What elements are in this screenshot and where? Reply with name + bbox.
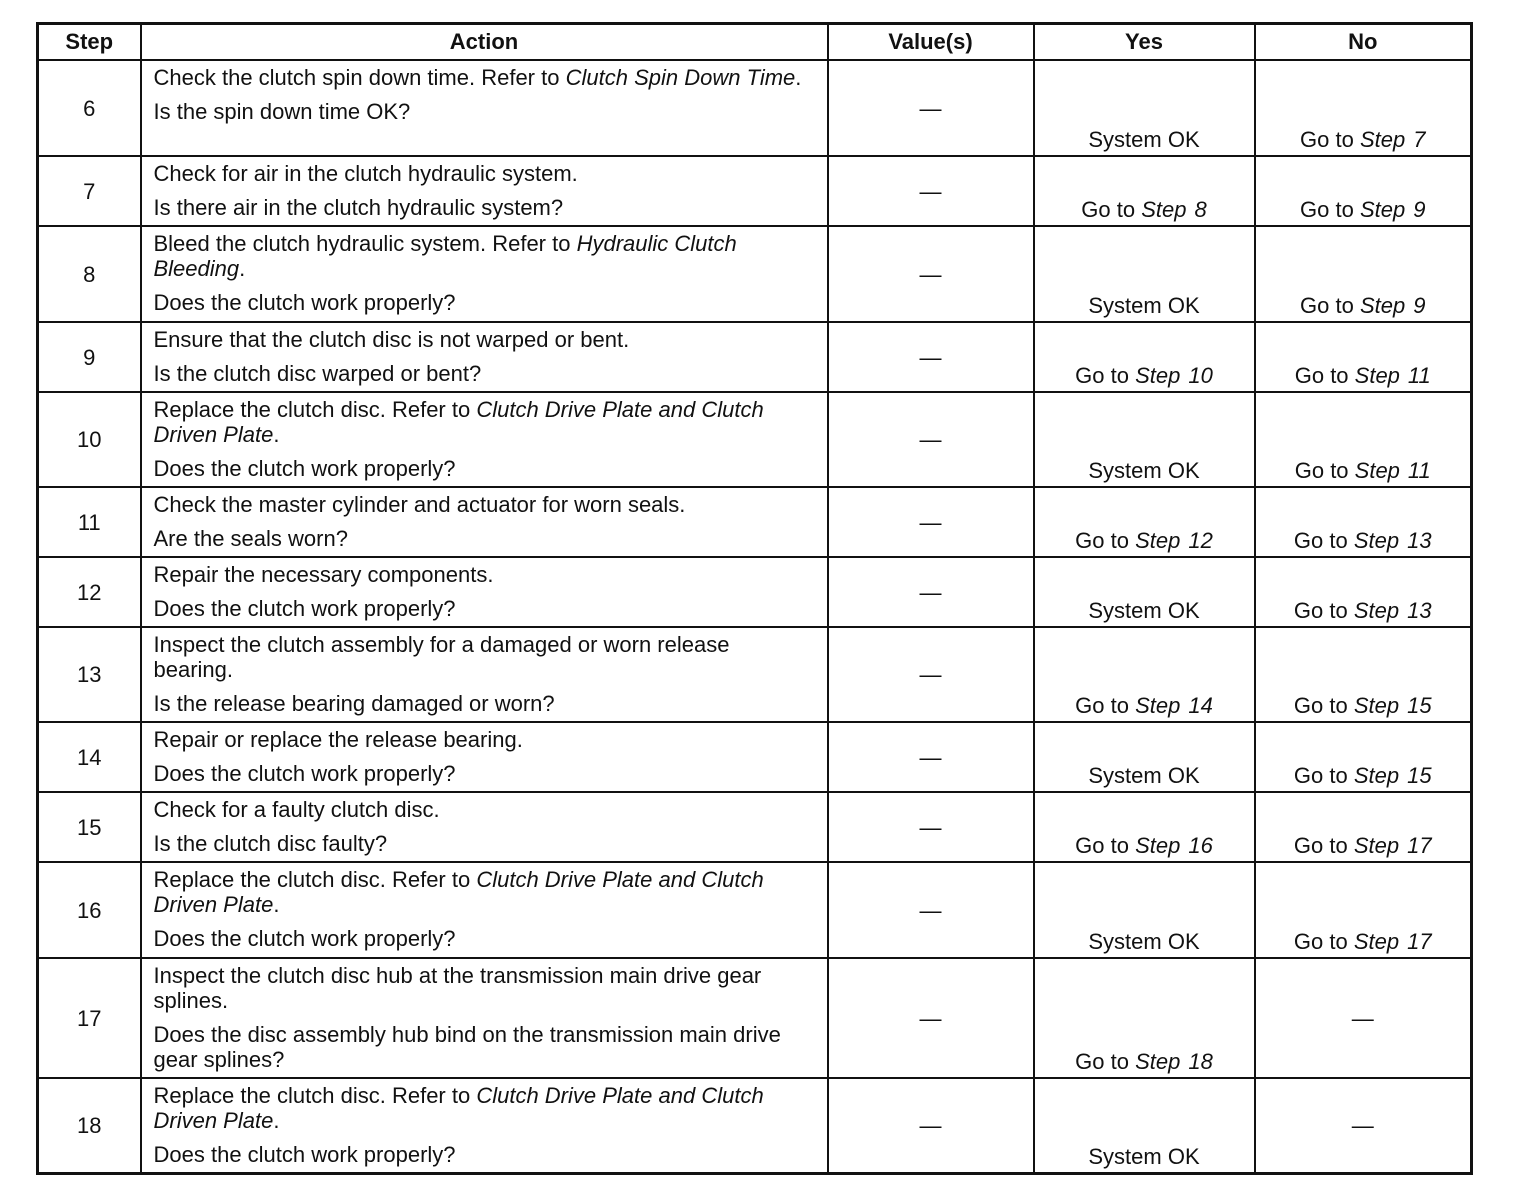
yes-outcome (1034, 156, 1255, 226)
yes-outcome-step-number: 10 (1188, 363, 1213, 388)
action-cell (141, 226, 828, 322)
action-cell (141, 487, 828, 557)
no-outcome-step-number: 11 (1407, 363, 1431, 388)
table-row (38, 392, 1472, 487)
action-cell (141, 958, 828, 1078)
value-cell: — (828, 60, 1034, 156)
no-outcome-text: Go to (1300, 127, 1360, 152)
value-cell: — (828, 156, 1034, 226)
action-instruction: Replace the clutch disc. Refer to (153, 397, 477, 422)
action-question: Is the spin down time OK? (153, 99, 411, 124)
no-outcome-text: — (1351, 1005, 1374, 1031)
action-punctuation: . (795, 65, 802, 90)
no-outcome-step-label: Step (1353, 763, 1400, 788)
no-outcome-step-label: Step (1359, 127, 1406, 152)
step-number: 12 (38, 557, 141, 627)
yes-outcome (1034, 958, 1255, 1078)
yes-outcome-text: Go to (1075, 833, 1136, 858)
no-outcome-text: Go to (1293, 598, 1354, 623)
action-question: Does the clutch work properly? (153, 290, 456, 315)
yes-outcome-step-number: 18 (1188, 1049, 1213, 1074)
no-outcome-text: Go to (1293, 763, 1354, 788)
no-outcome-text: Go to (1293, 528, 1354, 553)
action-instruction: Replace the clutch disc. Refer to (153, 1083, 477, 1108)
no-outcome (1255, 1078, 1472, 1173)
yes-outcome-text: Go to (1075, 528, 1136, 553)
step-number: 16 (38, 862, 141, 958)
action-cell (141, 392, 828, 487)
no-outcome-step-label: Step (1359, 293, 1406, 318)
table-row (38, 1078, 1472, 1173)
no-outcome-step-number: 11 (1407, 458, 1431, 483)
no-outcome (1255, 60, 1472, 156)
no-outcome (1255, 792, 1472, 862)
table-row (38, 487, 1472, 557)
step-number: 17 (38, 958, 141, 1078)
action-cell (141, 557, 828, 627)
yes-outcome-step-number: 12 (1188, 528, 1213, 553)
yes-outcome-step-label: Step (1135, 1049, 1181, 1074)
action-text (154, 231, 815, 281)
yes-outcome-text: System OK (1088, 458, 1200, 483)
action-reference: Hydraulic Clutch Bleeding (153, 231, 737, 281)
action-text (154, 397, 815, 447)
action-punctuation: . (273, 1108, 280, 1133)
action-instruction: Check the clutch spin down time. Refer to (153, 65, 566, 90)
table-row (38, 226, 1472, 322)
action-question: Does the clutch work properly? (153, 596, 456, 621)
yes-outcome-step-label: Step (1135, 363, 1181, 388)
action-instruction: Check for a faulty clutch disc. (153, 797, 440, 822)
no-outcome (1255, 487, 1472, 557)
no-outcome (1255, 862, 1472, 958)
yes-outcome-text: Go to (1081, 197, 1142, 222)
action-text (154, 797, 815, 822)
step-number: 15 (38, 792, 141, 862)
action-text (154, 727, 815, 752)
action-punctuation: . (273, 892, 280, 917)
action-cell (141, 1078, 828, 1173)
step-number: 6 (38, 60, 141, 156)
action-question: Is there air in the clutch hydraulic system? (153, 195, 564, 220)
yes-outcome-step-label: Step (1135, 528, 1181, 553)
action-text (154, 562, 815, 587)
action-instruction: Inspect the clutch assembly for a damaged or worn release bearing. (153, 632, 730, 682)
yes-outcome (1034, 1078, 1255, 1173)
yes-outcome (1034, 722, 1255, 792)
no-outcome (1255, 156, 1472, 226)
header-yes: Yes (1034, 24, 1255, 61)
action-text (154, 1083, 815, 1133)
action-cell (141, 792, 828, 862)
no-outcome-step-number: 15 (1407, 693, 1432, 718)
no-outcome-step-number: 17 (1407, 929, 1432, 954)
action-cell (141, 156, 828, 226)
header-action: Action (141, 24, 828, 61)
no-outcome-text: Go to (1293, 693, 1354, 718)
yes-outcome (1034, 487, 1255, 557)
no-outcome-step-label: Step (1354, 458, 1400, 483)
no-outcome (1255, 958, 1472, 1078)
yes-outcome (1034, 60, 1255, 156)
no-outcome-step-number: 15 (1407, 763, 1432, 788)
value-cell: — (828, 1078, 1034, 1173)
no-outcome (1255, 722, 1472, 792)
step-number: 7 (38, 156, 141, 226)
yes-outcome-text: Go to (1075, 363, 1136, 388)
no-outcome (1255, 557, 1472, 627)
yes-outcome (1034, 226, 1255, 322)
table-row (38, 322, 1472, 392)
yes-outcome-step-number: 8 (1194, 197, 1207, 222)
no-outcome-text: Go to (1300, 293, 1360, 318)
action-instruction: Repair or replace the release bearing. (153, 727, 523, 752)
action-instruction: Inspect the clutch disc hub at the transmission main drive gear splines. (153, 963, 762, 1013)
action-text (154, 867, 815, 917)
action-punctuation: . (273, 422, 280, 447)
action-question: Does the clutch work properly? (153, 761, 456, 786)
value-cell: — (828, 722, 1034, 792)
value-cell: — (828, 226, 1034, 322)
yes-outcome-step-label: Step (1135, 693, 1181, 718)
action-text (154, 65, 815, 90)
action-question: Are the seals worn? (153, 526, 348, 551)
no-outcome-text: Go to (1293, 929, 1354, 954)
header-values: Value(s) (828, 24, 1034, 61)
no-outcome-step-label: Step (1353, 693, 1400, 718)
no-outcome (1255, 226, 1472, 322)
header-step: Step (38, 24, 141, 61)
step-number: 14 (38, 722, 141, 792)
step-number: 13 (38, 627, 141, 722)
action-instruction: Check for air in the clutch hydraulic system. (153, 161, 578, 186)
action-question: Is the release bearing damaged or worn? (153, 691, 555, 716)
no-outcome-step-number: 7 (1413, 127, 1426, 152)
no-outcome-step-number: 13 (1407, 528, 1432, 553)
no-outcome-text: Go to (1300, 197, 1360, 222)
value-cell: — (828, 862, 1034, 958)
action-instruction: Replace the clutch disc. Refer to (153, 867, 477, 892)
yes-outcome-text: System OK (1088, 293, 1200, 318)
yes-outcome (1034, 627, 1255, 722)
step-number: 18 (38, 1078, 141, 1173)
yes-outcome-text: Go to (1075, 693, 1136, 718)
action-instruction: Check the master cylinder and actuator for worn seals. (153, 492, 686, 517)
action-question: Is the clutch disc faulty? (153, 831, 388, 856)
table-row (38, 60, 1472, 156)
value-cell: — (828, 322, 1034, 392)
yes-outcome-text: System OK (1088, 1143, 1200, 1169)
no-outcome-step-label: Step (1353, 929, 1400, 954)
yes-outcome-step-number: 16 (1188, 833, 1213, 858)
yes-outcome (1034, 557, 1255, 627)
no-outcome-text: Go to (1294, 458, 1355, 483)
action-instruction: Ensure that the clutch disc is not warped or bent. (153, 327, 630, 352)
yes-outcome-text: System OK (1088, 929, 1200, 954)
yes-outcome (1034, 792, 1255, 862)
yes-outcome-step-number: 14 (1188, 693, 1213, 718)
action-reference: Clutch Drive Plate and Clutch Driven Plate (153, 397, 764, 447)
action-instruction: Repair the necessary components. (153, 562, 494, 587)
action-reference: Clutch Drive Plate and Clutch Driven Plate (153, 1083, 764, 1133)
action-question: Is the clutch disc warped or bent? (153, 361, 482, 386)
no-outcome-text: Go to (1293, 833, 1354, 858)
no-outcome (1255, 392, 1472, 487)
action-reference: Clutch Spin Down Time (565, 65, 796, 90)
yes-outcome (1034, 322, 1255, 392)
action-question: Does the clutch work properly? (153, 456, 456, 481)
no-outcome-step-number: 9 (1413, 197, 1426, 222)
no-outcome-text: — (1351, 1112, 1374, 1138)
action-text (154, 161, 815, 186)
yes-outcome-text: System OK (1088, 127, 1200, 152)
diagnostic-table (36, 22, 1473, 1175)
value-cell: — (828, 627, 1034, 722)
yes-outcome-text: System OK (1088, 598, 1200, 623)
action-text (154, 492, 815, 517)
header-row (38, 24, 1472, 61)
yes-outcome-step-label: Step (1135, 833, 1181, 858)
action-cell (141, 722, 828, 792)
table-row (38, 958, 1472, 1078)
table-row (38, 156, 1472, 226)
action-punctuation: . (239, 256, 246, 281)
yes-outcome-text: Go to (1075, 1049, 1136, 1074)
action-instruction: Bleed the clutch hydraulic system. Refer to (153, 231, 577, 256)
no-outcome-step-number: 9 (1413, 293, 1426, 318)
table-row (38, 627, 1472, 722)
table-row (38, 557, 1472, 627)
no-outcome-text: Go to (1294, 363, 1355, 388)
action-text (154, 632, 815, 682)
table-body (38, 60, 1472, 1173)
value-cell: — (828, 958, 1034, 1078)
table-row (38, 722, 1472, 792)
yes-outcome-text: System OK (1088, 763, 1200, 788)
action-text (154, 327, 815, 352)
yes-outcome-step-label: Step (1141, 197, 1187, 222)
action-question: Does the disc assembly hub bind on the transmission main drive gear splines? (153, 1022, 781, 1072)
step-number: 9 (38, 322, 141, 392)
no-outcome-step-label: Step (1353, 833, 1400, 858)
no-outcome-step-number: 17 (1407, 833, 1432, 858)
step-number: 8 (38, 226, 141, 322)
action-cell (141, 862, 828, 958)
table-row (38, 792, 1472, 862)
action-cell (141, 627, 828, 722)
step-number: 10 (38, 392, 141, 487)
no-outcome-step-label: Step (1359, 197, 1406, 222)
action-text (154, 963, 815, 1013)
step-number: 11 (38, 487, 141, 557)
action-reference: Clutch Drive Plate and Clutch Driven Plate (153, 867, 764, 917)
no-outcome-step-label: Step (1353, 598, 1400, 623)
no-outcome-step-number: 13 (1407, 598, 1432, 623)
header-no: No (1255, 24, 1472, 61)
action-question: Does the clutch work properly? (153, 926, 456, 951)
table-row (38, 862, 1472, 958)
no-outcome-step-label: Step (1354, 363, 1400, 388)
value-cell: — (828, 792, 1034, 862)
action-cell (141, 322, 828, 392)
value-cell: — (828, 557, 1034, 627)
yes-outcome (1034, 862, 1255, 958)
yes-outcome (1034, 392, 1255, 487)
no-outcome-step-label: Step (1353, 528, 1400, 553)
value-cell: — (828, 392, 1034, 487)
value-cell: — (828, 487, 1034, 557)
no-outcome (1255, 322, 1472, 392)
action-question: Does the clutch work properly? (153, 1142, 456, 1167)
no-outcome (1255, 627, 1472, 722)
action-cell (141, 60, 828, 156)
